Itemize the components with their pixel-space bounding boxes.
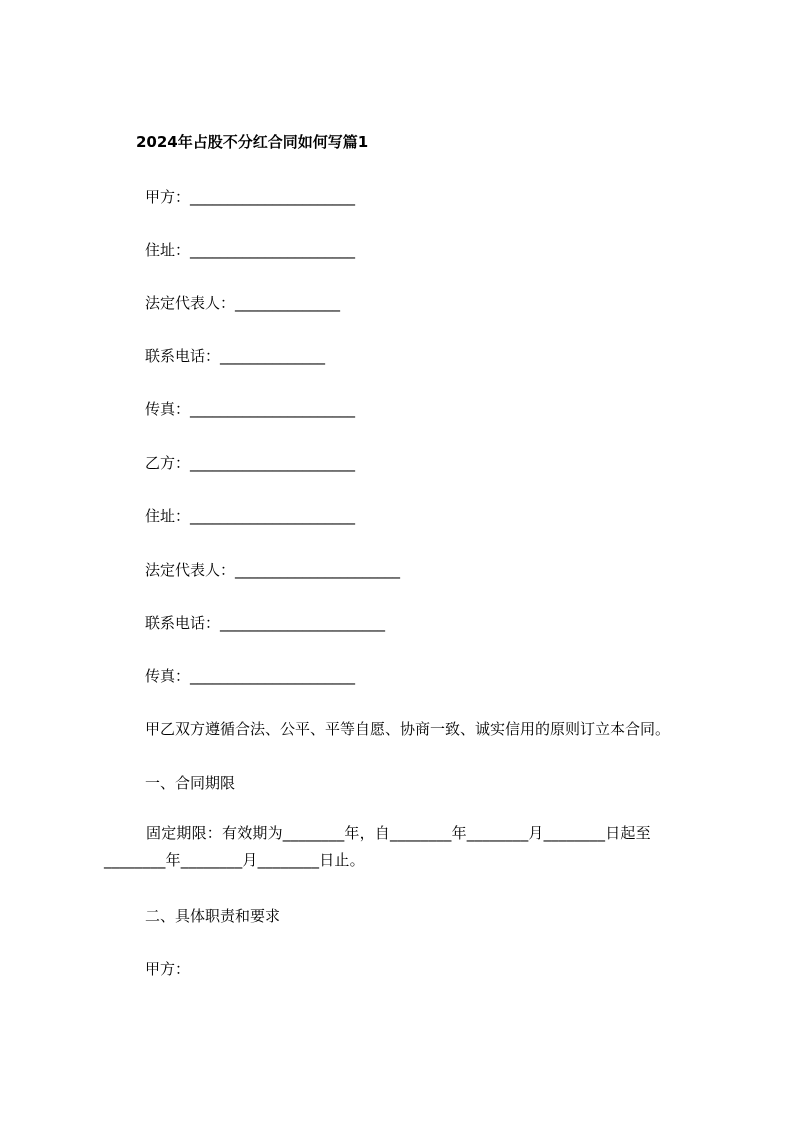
section-1-heading: 一、合同期限 <box>145 774 236 792</box>
section-1-body: 固定期限：有效期为________年，自________年________月________日起至________年________月________日止。 <box>104 824 651 869</box>
party-b-fax-line: 传真：______________________ <box>145 667 356 685</box>
party-a-name-line: 甲方：______________________ <box>145 188 356 206</box>
party-b-phone-line: 联系电话：______________________ <box>145 614 386 632</box>
section-2-party-a: 甲方： <box>145 960 191 978</box>
party-b-legal-rep-line: 法定代表人：______________________ <box>145 561 401 579</box>
preamble-paragraph: 甲乙双方遵循合法、公平、平等自愿、协商一致、诚实信用的原则订立本合同。 <box>145 720 671 738</box>
party-b-name-line: 乙方：______________________ <box>145 454 356 472</box>
party-a-legal-rep-line: 法定代表人：______________ <box>145 294 341 312</box>
section-2-heading: 二、具体职责和要求 <box>145 907 281 925</box>
document-title: 2024年占股不分红合同如何写篇1 <box>136 133 369 151</box>
party-a-phone-line: 联系电话：______________ <box>145 347 326 365</box>
party-a-fax-line: 传真：______________________ <box>145 400 356 418</box>
party-a-address-line: 住址：______________________ <box>145 241 356 259</box>
party-b-address-line: 住址：______________________ <box>145 507 356 525</box>
